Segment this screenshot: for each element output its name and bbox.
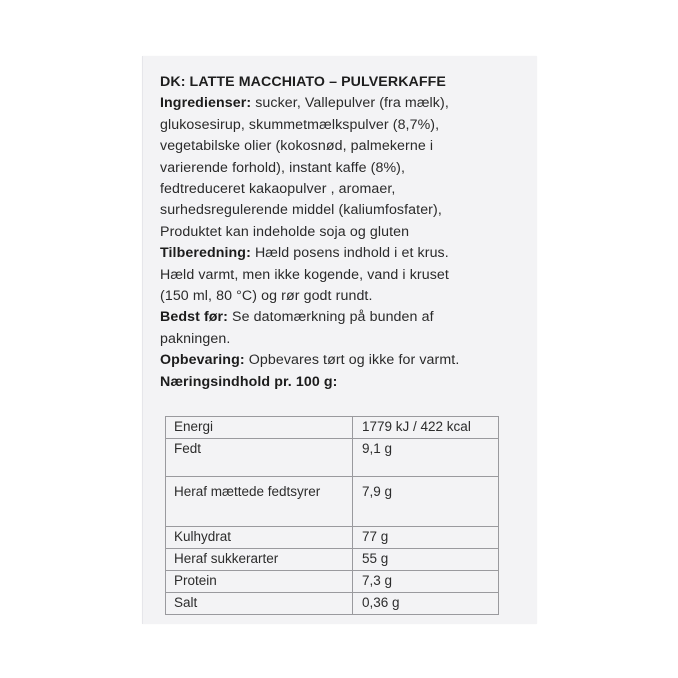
storage-line: Opbevaring: Opbevares tørt og ikke for varmt.: [160, 352, 460, 369]
ingredients-line-1: Ingredienser: sucker, Vallepulver (fra mælk),: [160, 95, 449, 112]
ingredients-heading: Ingredienser:: [160, 95, 252, 112]
table-row: [166, 439, 499, 477]
table-row: [166, 571, 499, 593]
best-before-heading: Bedst før:: [160, 309, 228, 326]
nutrient-name: Salt: [166, 593, 353, 615]
table-row: [166, 593, 499, 615]
nutrient-name: Heraf mættede fedtsyrer: [166, 477, 353, 527]
label-title: DK: LATTE MACCHIATO – PULVERKAFFE: [160, 74, 446, 90]
ingredients-line-6: surhedsregulerende middel (kaliumfosfater),: [160, 202, 442, 219]
preparation-line-1: Tilberedning: Hæld posens indhold i et krus.: [160, 245, 449, 262]
best-before-line-1: Bedst før: Se datomærkning på bunden af: [160, 309, 434, 326]
nutrition-heading: Næringsindhold pr. 100 g:: [160, 373, 338, 390]
nutrition-heading-line: [160, 372, 532, 393]
nutrient-name: Protein: [166, 571, 353, 593]
nutrient-name: Energi: [166, 417, 353, 439]
nutrient-name: Heraf sukkerarter: [166, 549, 353, 571]
nutrient-value: 77 g: [353, 527, 499, 549]
storage-heading: Opbevaring:: [160, 352, 245, 369]
table-row: [166, 417, 499, 439]
ingredients-line-4: varierende forhold), instant kaffe (8%),: [160, 159, 406, 176]
nutrient-name: Kulhydrat: [166, 527, 353, 549]
nutrient-value: 55 g: [353, 549, 499, 571]
table-row: [166, 527, 499, 549]
allergen-line: Produktet kan indeholde soja og gluten: [160, 223, 410, 240]
nutrient-value: 0,36 g: [353, 593, 499, 615]
ingredients-line-2: glukosesirup, skummetmælkspulver (8,7%),: [160, 116, 440, 133]
nutrient-name: Fedt: [166, 439, 353, 477]
nutrient-value: 7,3 g: [353, 571, 499, 593]
nutrient-value: 1779 kJ / 422 kcal: [353, 417, 499, 439]
label-text: [160, 72, 532, 393]
preparation-heading: Tilberedning:: [160, 245, 251, 262]
best-before-line-2: pakningen.: [160, 330, 231, 347]
nutrient-value: 9,1 g: [353, 439, 499, 477]
nutrition-table: [165, 416, 499, 615]
table-row: [166, 549, 499, 571]
ingredients-line-5: fedtreduceret kakaopulver , aromaer,: [160, 181, 396, 198]
nutrient-value: 7,9 g: [353, 477, 499, 527]
ingredients-line-3: vegetabilske olier (kokosnød, palmekerne i: [160, 138, 434, 155]
preparation-line-2: Hæld varmt, men ikke kogende, vand i kruset: [160, 266, 449, 283]
preparation-line-3: (150 ml, 80 °C) og rør godt rundt.: [160, 288, 373, 305]
table-row: [166, 477, 499, 527]
